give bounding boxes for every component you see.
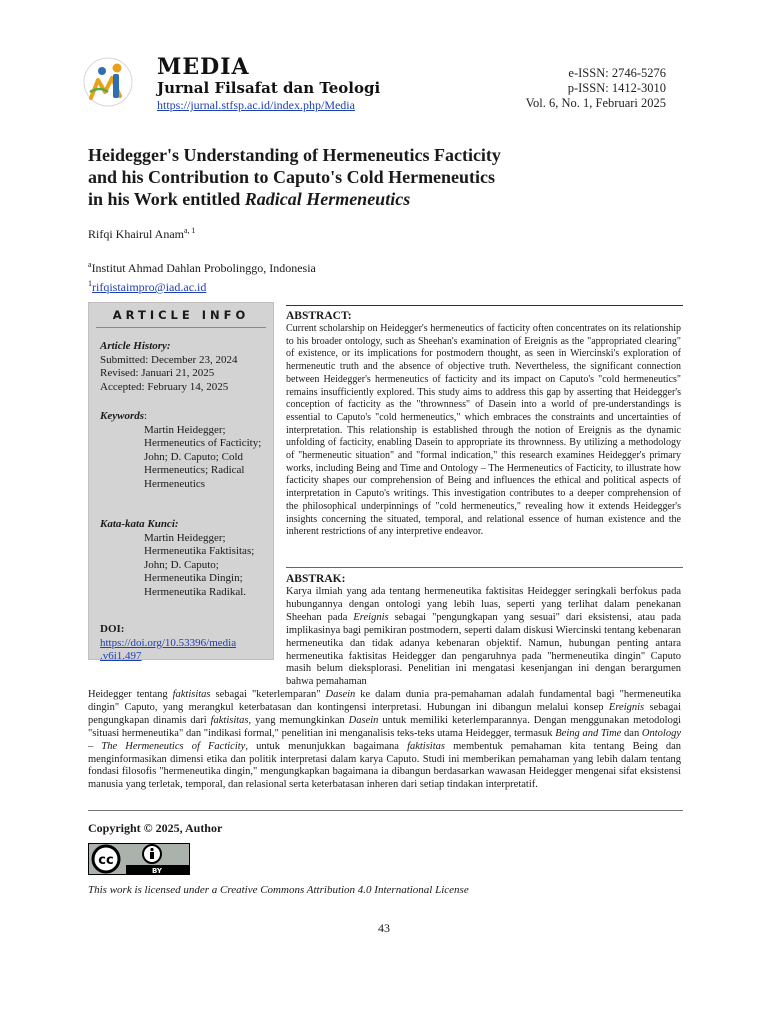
keywords-label: Keywords: [100, 410, 148, 422]
divider [96, 327, 266, 328]
by-badge-label: BY [151, 867, 163, 875]
abstrak-fragment: , yang memungkinkan [248, 714, 349, 726]
pissn: p-ISSN: 1412-3010 [567, 81, 666, 95]
volume-issue: Vol. 6, No. 1, Februari 2025 [525, 96, 666, 110]
abstrak-fragment: dan [621, 727, 642, 739]
cc-by-license-badge-icon[interactable] [88, 843, 190, 875]
page-number: 43 [378, 921, 390, 935]
abstrak-fragment: Karya ilmiah yang ada tentang hermeneutika faktisitas Heidegger seringkali berfokus pada hubungannya dengan ontologi yang lebih luas, seperti yang terlihat dalam penekanan Sheehan pada [286, 586, 681, 623]
cc-badge-label: cc [98, 853, 114, 868]
abstrak-fragment: sebagai "pengungkapan yang sesuai" dari eksistensi, atau pada implikasinya bagi pemikiran postmodern, seperti dalam diskusi Wiercinski tentang kebenaran hermeneutika dan tidak adanya kebenaran objektif. Namun, hubungan penting antara hermeneutika faktisitas Heidegger dan pengaruhnya pada "hermeneutika dingin" Caputo masih belum dieksplorasi. Penelitian ini mengatasi kesenjangan ini dengan berargumen bahwa pemahaman [286, 611, 681, 688]
divider [88, 810, 683, 811]
journal-name: Jurnal Filsafat dan Teologi [157, 79, 381, 97]
abstract-heading: ABSTRACT: [286, 310, 352, 322]
abstrak-italic: Being and Time [555, 727, 622, 739]
abstrak-fragment: ke dalam dunia pra-pemahaman adalah fundamental bagi "hermeneutika dingin" Caputo, yang merangkul keterbatasan dan kontingensi interpretasi. Hubungan ini dibangun melalui konsep [88, 689, 681, 713]
title-line-italic: Radical Hermeneutics [244, 189, 411, 209]
abstrak-italic: faktisitas [407, 740, 445, 752]
keywords-list: Martin Heidegger; Hermeneutics of Facticity; John; D. Caputo; Cold Hermeneutics; Radical Hermeneutics [144, 423, 262, 490]
journal-url-link[interactable]: https://jurnal.stfsp.ac.id/index.php/Media [157, 98, 355, 112]
accepted-date: Accepted: February 14, 2025 [100, 380, 229, 393]
divider [286, 305, 683, 306]
history-label: Article History: [100, 340, 171, 352]
keywords-label-text: Keywords [100, 410, 144, 422]
article-title [88, 144, 628, 210]
affiliation-block [88, 257, 316, 295]
title-line [88, 188, 628, 210]
author-text: Rifqi Khairul Anam [88, 227, 184, 241]
abstrak-fragment: untuk memiliki keterlemparannya. Dengan menggunakan metodologi "situasi hermeneutika" dan "indikasi formal," penelitian ini menganalisis teks-teks utama Heidegger, termasuk [88, 714, 682, 739]
license-prefix: This work is licensed under a [88, 884, 220, 896]
title-line-prefix: in his Work entitled [88, 189, 245, 209]
copyright-notice: Copyright © 2025, Author [88, 821, 223, 835]
affiliation-text: Institut Ahmad Dahlan Probolinggo, Indonesia [91, 261, 316, 275]
abstrak-italic: Ereignis [353, 611, 389, 623]
journal-logo-icon [82, 56, 134, 108]
article-history [100, 340, 270, 394]
abstrak-heading: ABSTRAK: [286, 573, 346, 585]
email-superscript: 1 [88, 279, 92, 288]
abstrak-italic: Ontology – The Hermeneutics of Facticity [88, 727, 681, 752]
abstract-text: Current scholarship on Heidegger's hermeneutics of facticity often concentrates on its relationship to his broader ontology, such as Sheehan's examination of Ereignis as the "appropriated clearing" of existence, or its implications for postmodern thought, as seen in Wiercinski's exploration of hermeneutic truth and the absence of objective truth. Nevertheless, the significant connection between Heidegger's hermeneutics of facticity and its impact on Caputo's "cold hermeneutics" remains insufficiently explored. This study aims to address this gap by asserting that Heidegger's conception of facticity as the "thrownness" of Dasein into a world of pre-understandings is essential to Caputo's "cold hermeneutics," which embraces the constraints and uncertainties of interpretation. This relationship is established through the notion of Ereignis as the dynamic unfolding of facticity, enabling Dasein to appropriate its thrownness. By utilizing a methodology of "hermeneutic situation" and "formal indication," this research examines Heidegger's primary works, including Being and Time and Ontology – The Hermeneutics of Facticity, to illustrate how facticity shapes our comprehension of Being and influences the ethical and political aspects of interpretation in Caputo's writings. This investigation contributes to a deeper comprehension of the philosophical underpinnings of "cold hermeneutics," revealing how it extends Heidegger's insights concerning the situated, temporal, and relational essence of human existence and the inherent restrictions of any interpretive endeavor. [286, 323, 681, 538]
revised-date: Revised: Januari 21, 2025 [100, 367, 215, 379]
kata-kunci-section [100, 518, 270, 599]
abstrak-italic: Dasein [348, 714, 379, 726]
abstrak-text [286, 586, 681, 689]
abstrak-fragment: membentuk pemahaman kita tentang Being dan menginformasikan dimensi etika dan politik interpretasi dalam karya Caputo. Studi ini memberikan pemahaman yang lebih dalam tentang fondasi filosofis "hermeneutika dingin," mengungkapkan bagaimana ia dibangun berdasarkan wawasan Heidegger mengenai sifat eksistensi manusia yang terletak, temporal, dan relasional serta keterbatasan inheren dari setiap tindakan interpretatif. [88, 740, 681, 791]
issn-block [460, 66, 666, 111]
divider [286, 567, 683, 568]
title-line: and his Contribution to Caputo's Cold Hermeneutics [88, 167, 496, 187]
journal-brand: MEDIA [157, 54, 250, 80]
abstrak-italic: Dasein [325, 689, 356, 700]
doi-link-continued[interactable]: .v6i1.497 [100, 650, 142, 662]
doi-label: DOI: [100, 623, 125, 635]
abstrak-text-continued [88, 689, 681, 792]
abstrak-fragment: sebagai "keterlemparan" [210, 689, 326, 700]
affiliation-superscript: a [88, 260, 92, 269]
affiliation [88, 257, 316, 276]
author-name [88, 226, 196, 242]
abstrak-italic: faktisitas [210, 714, 249, 726]
author-superscript: a, 1 [184, 226, 196, 235]
kata-kunci-list: Martin Heidegger; Hermeneutika Faktisitas; John; D. Caputo; Hermeneutika Dingin; Hermeneutika Radikal. [144, 531, 255, 598]
eissn: e-ISSN: 2746-5276 [568, 66, 666, 80]
email [88, 276, 316, 295]
abstrak-fragment: , untuk menunjukkan bagaimana [245, 740, 408, 752]
doi-link[interactable]: https://doi.org/10.53396/media [100, 636, 237, 649]
doi-section [100, 623, 270, 664]
abstrak-fragment: Heidegger tentang [88, 689, 173, 700]
abstrak-fragment: sebagai pengungkapan dinamis dari [88, 701, 681, 726]
license-name: Creative Commons Attribution 4.0 International License [220, 884, 469, 896]
title-line: Heidegger's Understanding of Hermeneutics Facticity [88, 145, 501, 165]
article-info-heading: ARTICLE INFO [112, 308, 250, 322]
submitted-date: Submitted: December 23, 2024 [100, 353, 238, 366]
kata-kunci-label: Kata-kata Kunci: [100, 518, 179, 530]
email-link[interactable]: rifqistaimpro@iad.ac.id [92, 280, 207, 294]
abstrak-italic: faktisitas [172, 689, 211, 700]
license-statement [88, 884, 469, 896]
keywords-section [100, 410, 270, 491]
abstrak-italic: Ereignis [608, 701, 645, 713]
abstrak-heading-text: ABSTRAK [286, 573, 342, 585]
